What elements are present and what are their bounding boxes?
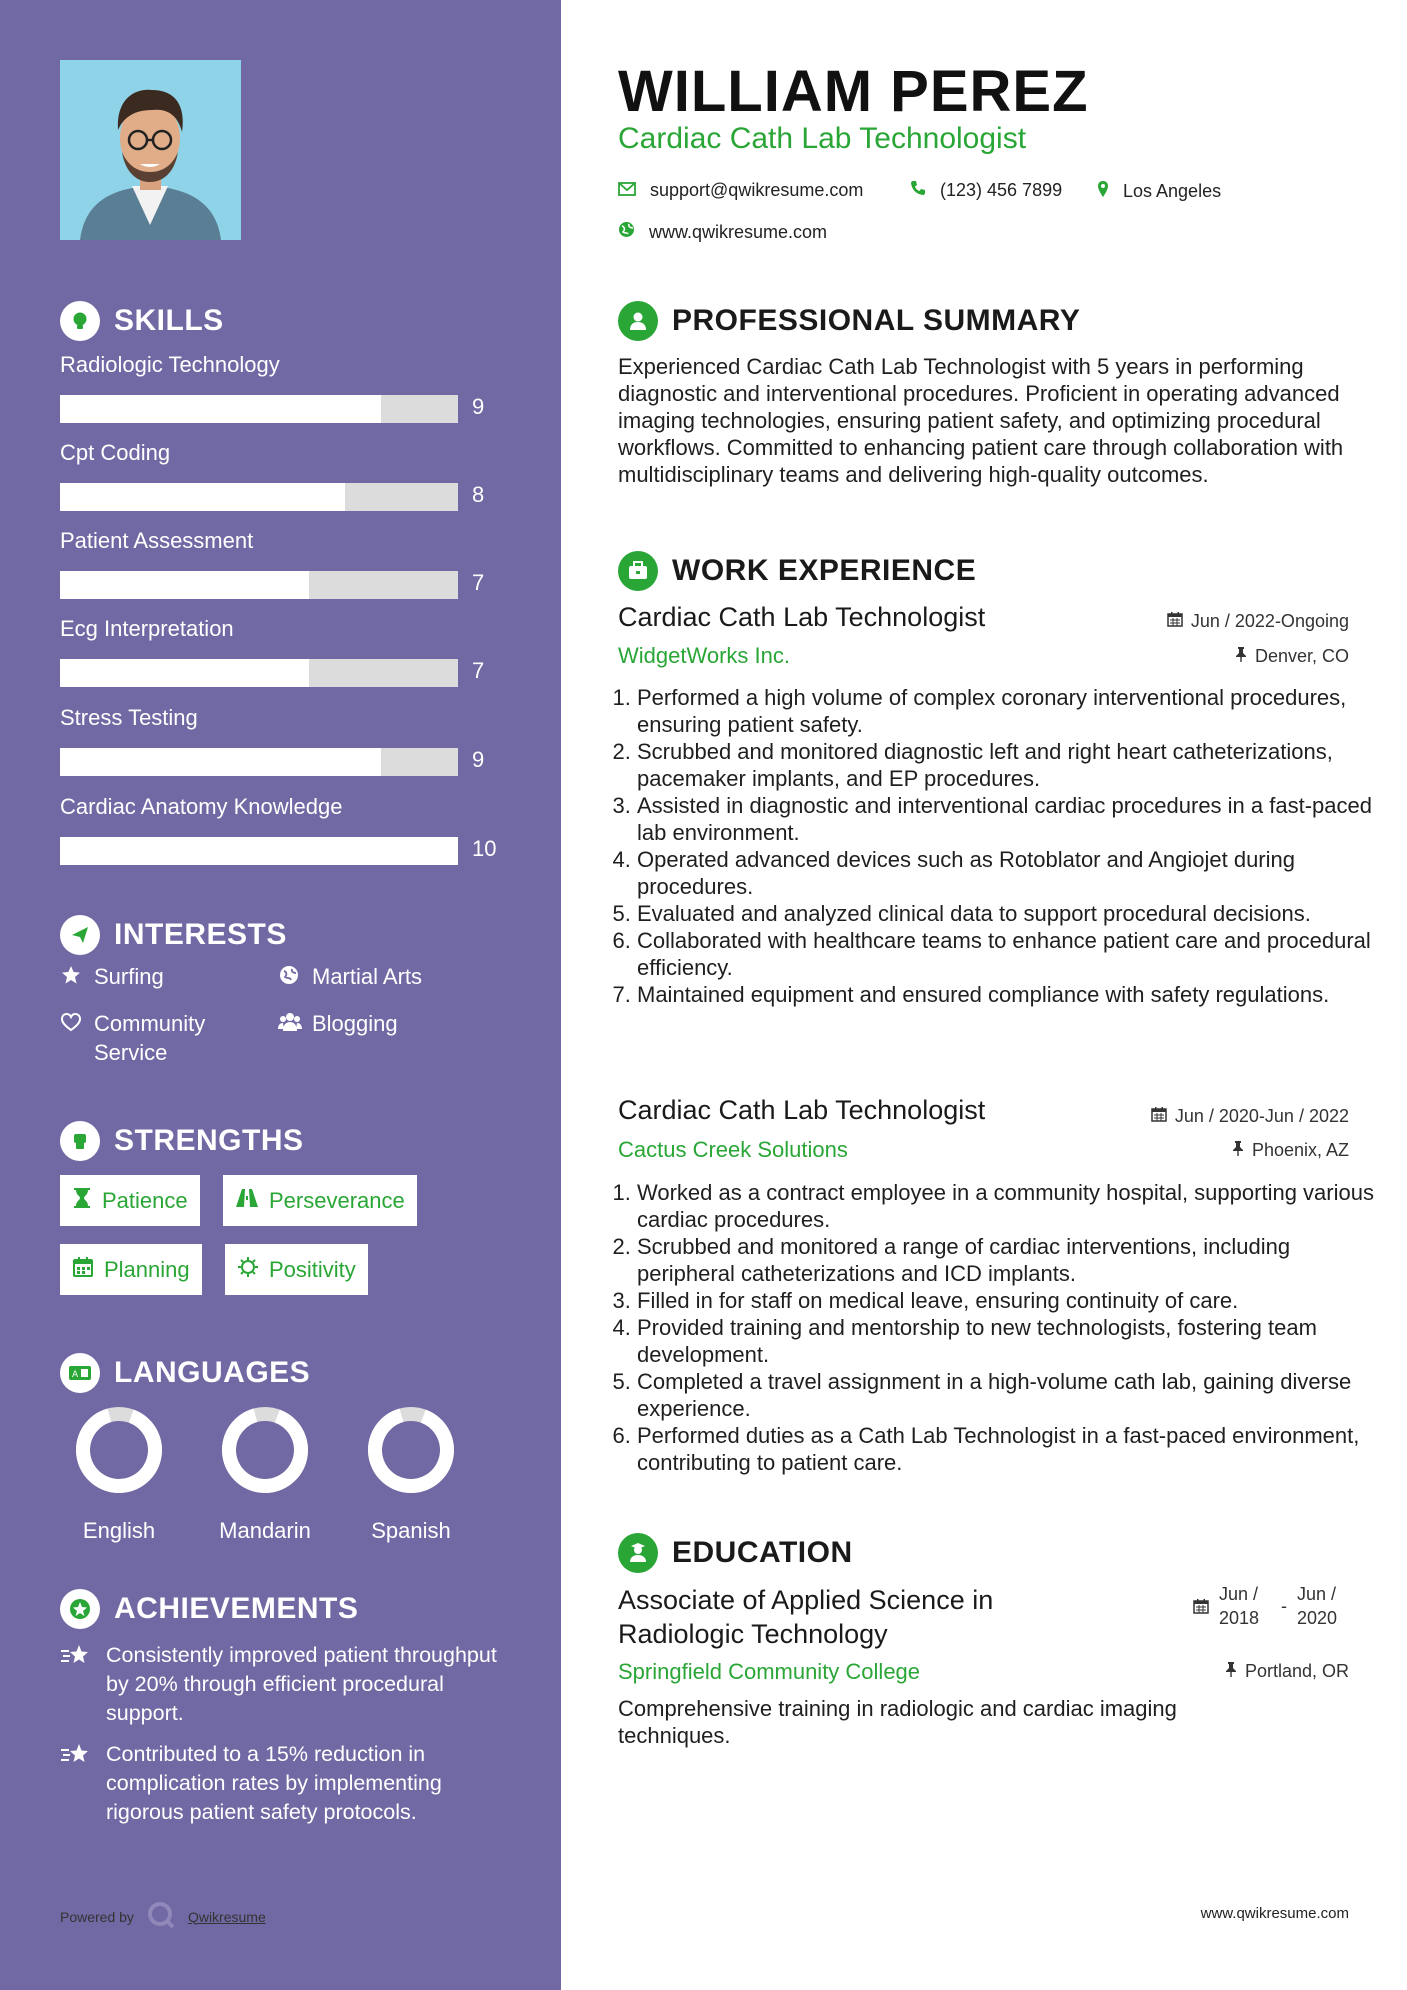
skill-row bbox=[60, 440, 500, 507]
job-company: WidgetWorks Inc. bbox=[618, 643, 790, 668]
envelope-icon bbox=[618, 180, 636, 201]
profile-photo bbox=[60, 60, 241, 240]
skills-heading: SKILLS bbox=[60, 301, 224, 341]
language-donut bbox=[64, 1405, 174, 1495]
strengths-heading: STRENGTHS bbox=[60, 1121, 304, 1161]
interests-heading: INTERESTS bbox=[60, 915, 287, 955]
map-pin-icon bbox=[1097, 180, 1109, 203]
pushpin-icon bbox=[1225, 1661, 1237, 1682]
skill-level: 10 bbox=[472, 836, 497, 861]
education-location: Portland, OR bbox=[1225, 1661, 1349, 1682]
contact-website: www.qwikresume.com bbox=[618, 221, 827, 243]
hourglass-icon bbox=[72, 1187, 92, 1215]
contact-phone: (123) 456 7899 bbox=[910, 180, 1062, 201]
skill-name: Radiologic Technology bbox=[60, 352, 280, 377]
skill-bar-fill bbox=[60, 837, 458, 865]
job-duties bbox=[618, 684, 1378, 1008]
strength-chip: Planning bbox=[60, 1244, 202, 1295]
user-icon bbox=[618, 301, 658, 341]
skill-name: Cardiac Anatomy Knowledge bbox=[60, 794, 343, 819]
svg-text:A: A bbox=[72, 1370, 79, 1380]
interest-item: Surfing bbox=[60, 962, 270, 993]
pushpin-icon bbox=[1232, 1140, 1244, 1161]
language-item bbox=[210, 1405, 320, 1544]
skill-level: 9 bbox=[472, 394, 485, 419]
phone-icon bbox=[910, 180, 926, 201]
lightbulb-icon bbox=[60, 301, 100, 341]
job-title: Cardiac Cath Lab Technologist bbox=[618, 602, 986, 632]
skill-name: Stress Testing bbox=[60, 705, 198, 730]
graduate-icon bbox=[618, 1533, 658, 1573]
sun-icon bbox=[237, 1256, 259, 1284]
shooting-star-icon bbox=[60, 1641, 94, 1728]
job-date: Jun / 2022-Ongoing bbox=[1167, 611, 1349, 632]
shooting-star-icon bbox=[60, 1740, 94, 1827]
skill-bar bbox=[60, 659, 458, 687]
duty-item: 3. Assisted in diagnostic and interventional cardiac procedures in a fast-paced lab environment. bbox=[637, 792, 1378, 846]
contact-email: support@qwikresume.com bbox=[618, 180, 863, 201]
language-name: Spanish bbox=[371, 1518, 451, 1543]
skill-bar bbox=[60, 837, 458, 865]
heart-icon bbox=[60, 1009, 84, 1067]
job-date: Jun / 2020-Jun / 2022 bbox=[1151, 1106, 1349, 1127]
strength-chip: Patience bbox=[60, 1175, 200, 1226]
duty-item: 6. Performed duties as a Cath Lab Technologist in a fast-paced environment, contributing to patient care. bbox=[637, 1422, 1378, 1476]
achievement-item: Contributed to a 15% reduction in complication rates by implementing rigorous patient safety protocols. bbox=[60, 1740, 510, 1827]
job-company: Cactus Creek Solutions bbox=[618, 1137, 848, 1162]
candidate-title: Cardiac Cath Lab Technologist bbox=[618, 122, 1027, 155]
skill-level: 7 bbox=[472, 570, 485, 595]
job-location: Denver, CO bbox=[1235, 646, 1349, 667]
skill-bar bbox=[60, 748, 458, 776]
summary-text: Experienced Cardiac Cath Lab Technologist with 5 years in performing diagnostic and interventional procedures. Proficient in operating advanced imaging technologies, ensuring patient safety, and optimizing procedural workflows. Committed to enhancing patient care through collaboration with multidisciplinary teams and delivering high-quality outcomes. bbox=[618, 354, 1344, 487]
education-heading: EDUCATION bbox=[618, 1533, 853, 1573]
achievement-item: Consistently improved patient throughput by 20% through efficient procedural support. bbox=[60, 1641, 510, 1728]
education-date: Jun / 2018 - Jun / 2020 bbox=[1193, 1582, 1349, 1630]
skill-row bbox=[60, 352, 500, 419]
degree-title: Associate of Applied Science in Radiologic Technology bbox=[618, 1585, 994, 1649]
paper-plane-icon bbox=[60, 915, 100, 955]
language-name: English bbox=[82, 1518, 156, 1543]
duty-item: 7. Maintained equipment and ensured compliance with safety regulations. bbox=[637, 981, 1378, 1008]
job-location: Phoenix, AZ bbox=[1232, 1140, 1349, 1161]
star-badge-icon bbox=[60, 1589, 100, 1629]
users-icon bbox=[278, 1009, 302, 1040]
duty-item: 3. Filled in for staff on medical leave, ensuring continuity of care. bbox=[637, 1287, 1378, 1314]
pushpin-icon bbox=[1235, 646, 1247, 667]
languages-heading: A LANGUAGES bbox=[60, 1353, 310, 1393]
globe-icon bbox=[278, 962, 302, 993]
calendar-icon bbox=[72, 1256, 94, 1284]
qwikresume-link[interactable]: Qwikresume bbox=[187, 1908, 266, 1925]
achievements-heading: ACHIEVEMENTS bbox=[60, 1589, 358, 1629]
summary-heading: PROFESSIONAL SUMMARY bbox=[618, 301, 1080, 341]
road-icon bbox=[235, 1188, 259, 1214]
skill-bar-fill bbox=[60, 571, 309, 599]
skill-level: 7 bbox=[472, 658, 485, 683]
interest-item: Community Service bbox=[60, 1009, 260, 1067]
strength-chip: Positivity bbox=[225, 1244, 368, 1295]
skill-bar-fill bbox=[60, 659, 309, 687]
skill-row bbox=[60, 528, 500, 595]
fist-icon bbox=[60, 1121, 100, 1161]
language-icon bbox=[60, 1353, 100, 1393]
language-name: Mandarin bbox=[219, 1518, 311, 1543]
language-donut bbox=[356, 1405, 466, 1495]
star-icon bbox=[60, 962, 84, 993]
duty-item: 4. Provided training and mentorship to new technologists, fostering team development. bbox=[637, 1314, 1378, 1368]
calendar-icon bbox=[1167, 611, 1183, 632]
qwikresume-logo-icon bbox=[146, 1900, 176, 1933]
education-description: Comprehensive training in radiologic and cardiac imaging techniques. bbox=[618, 1696, 1177, 1748]
skill-bar-fill bbox=[60, 483, 345, 511]
calendar-icon bbox=[1193, 1582, 1209, 1630]
duty-item: 4. Operated advanced devices such as Rotoblator and Angiojet during procedures. bbox=[637, 846, 1378, 900]
experience-heading: WORK EXPERIENCE bbox=[618, 551, 976, 591]
duty-item: 1. Performed a high volume of complex coronary interventional procedures, ensuring patient safety. bbox=[637, 684, 1378, 738]
skill-row bbox=[60, 794, 500, 861]
strength-chip: Perseverance bbox=[223, 1175, 417, 1226]
skill-level: 9 bbox=[472, 747, 485, 772]
skill-name: Ecg Interpretation bbox=[60, 616, 234, 641]
skill-bar bbox=[60, 483, 458, 511]
language-item bbox=[356, 1405, 466, 1544]
candidate-name: WILLIAM PEREZ bbox=[618, 59, 1089, 124]
skill-bar bbox=[60, 571, 458, 599]
globe-icon bbox=[618, 221, 635, 243]
skill-name: Cpt Coding bbox=[60, 440, 171, 465]
skill-bar-fill bbox=[60, 748, 381, 776]
skill-level: 8 bbox=[472, 482, 485, 507]
job-title: Cardiac Cath Lab Technologist bbox=[618, 1095, 986, 1125]
contact-location: Los Angeles bbox=[1097, 180, 1221, 203]
language-item bbox=[64, 1405, 174, 1544]
language-donut bbox=[210, 1405, 320, 1495]
main-content bbox=[561, 0, 1407, 1990]
job-duties bbox=[618, 1179, 1378, 1476]
skill-name: Patient Assessment bbox=[60, 528, 254, 553]
duty-item: 2. Scrubbed and monitored a range of cardiac interventions, including peripheral catheterizations and ICD implants. bbox=[637, 1233, 1378, 1287]
powered-by: Powered by Qwikresume bbox=[60, 1900, 266, 1933]
briefcase-icon bbox=[618, 551, 658, 591]
skill-bar bbox=[60, 395, 458, 423]
sidebar bbox=[0, 0, 561, 1990]
skill-bar-fill bbox=[60, 395, 381, 423]
duty-item: 5. Completed a travel assignment in a high-volume cath lab, gaining diverse experience. bbox=[637, 1368, 1378, 1422]
skill-row bbox=[60, 616, 500, 683]
duty-item: 6. Collaborated with healthcare teams to enhance patient care and procedural efficiency. bbox=[637, 927, 1378, 981]
interest-item: Martial Arts bbox=[278, 962, 488, 993]
interest-item: Blogging bbox=[278, 1009, 488, 1040]
calendar-icon bbox=[1151, 1106, 1167, 1127]
duty-item: 2. Scrubbed and monitored diagnostic left and right heart catheterizations, pacemaker implants, and EP procedures. bbox=[637, 738, 1378, 792]
skill-row bbox=[60, 705, 500, 772]
footer-url[interactable]: www.qwikresume.com bbox=[1200, 1905, 1349, 1922]
school-name: Springfield Community College bbox=[618, 1659, 921, 1684]
duty-item: 1. Worked as a contract employee in a community hospital, supporting various cardiac procedures. bbox=[637, 1179, 1378, 1233]
duty-item: 5. Evaluated and analyzed clinical data to support procedural decisions. bbox=[637, 900, 1378, 927]
